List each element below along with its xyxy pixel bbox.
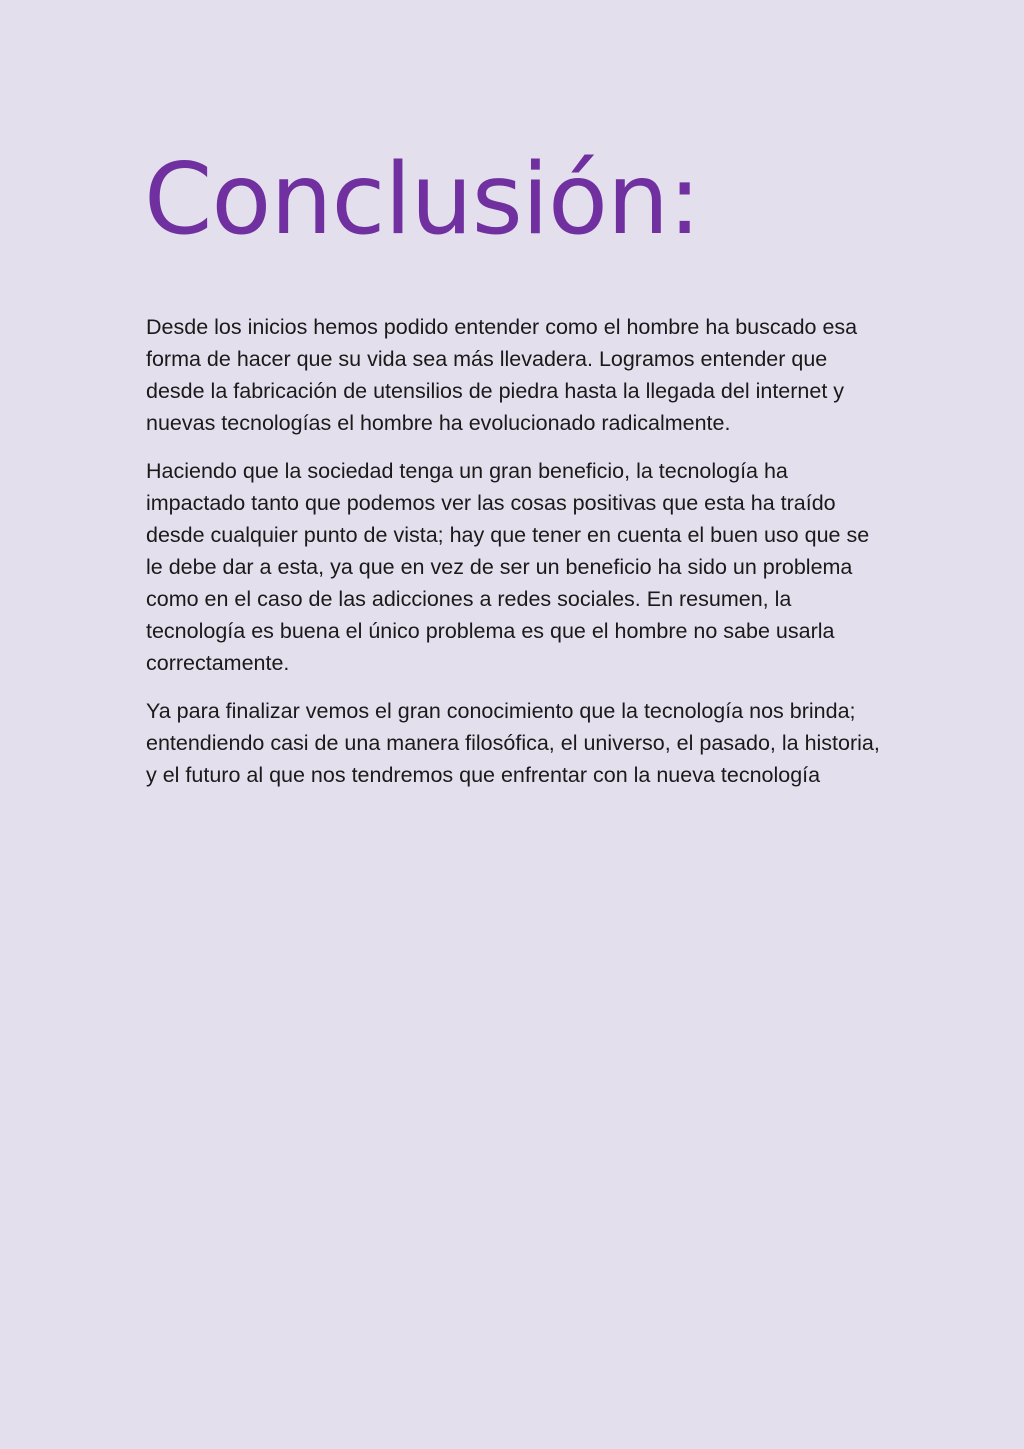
paragraph: Haciendo que la sociedad tenga un gran beneficio, la tecnología ha impactado tanto que podemos ver las cosas positivas que esta ha traído desde cualquier punto de vista; hay que tener en cuenta el buen uso que se le debe dar a esta, ya que en vez de ser un beneficio ha sido un problema como en el caso de las adicciones a redes sociales. En resumen, la tecnología es buena el único problema es que el hombre no sabe usarla correctamente. [146,459,870,675]
paragraph: Ya para finalizar vemos el gran conocimiento que la tecnología nos brinda; entendiendo casi de una manera filosófica, el universo, el pasado, la historia, y el futuro al que nos tendremos que enfrentar con la nueva tecnología [146,699,880,787]
paragraph: Desde los inicios hemos podido entender como el hombre ha buscado esa forma de hacer que su vida sea más llevadera. Logramos entender que desde la fabricación de utensilios de piedra hasta la llegada del internet y nuevas tecnologías el hombre ha evolucionado radicalmente. [146,315,858,435]
body-text [146,311,881,807]
page-title: Conclusión: [144,143,701,257]
